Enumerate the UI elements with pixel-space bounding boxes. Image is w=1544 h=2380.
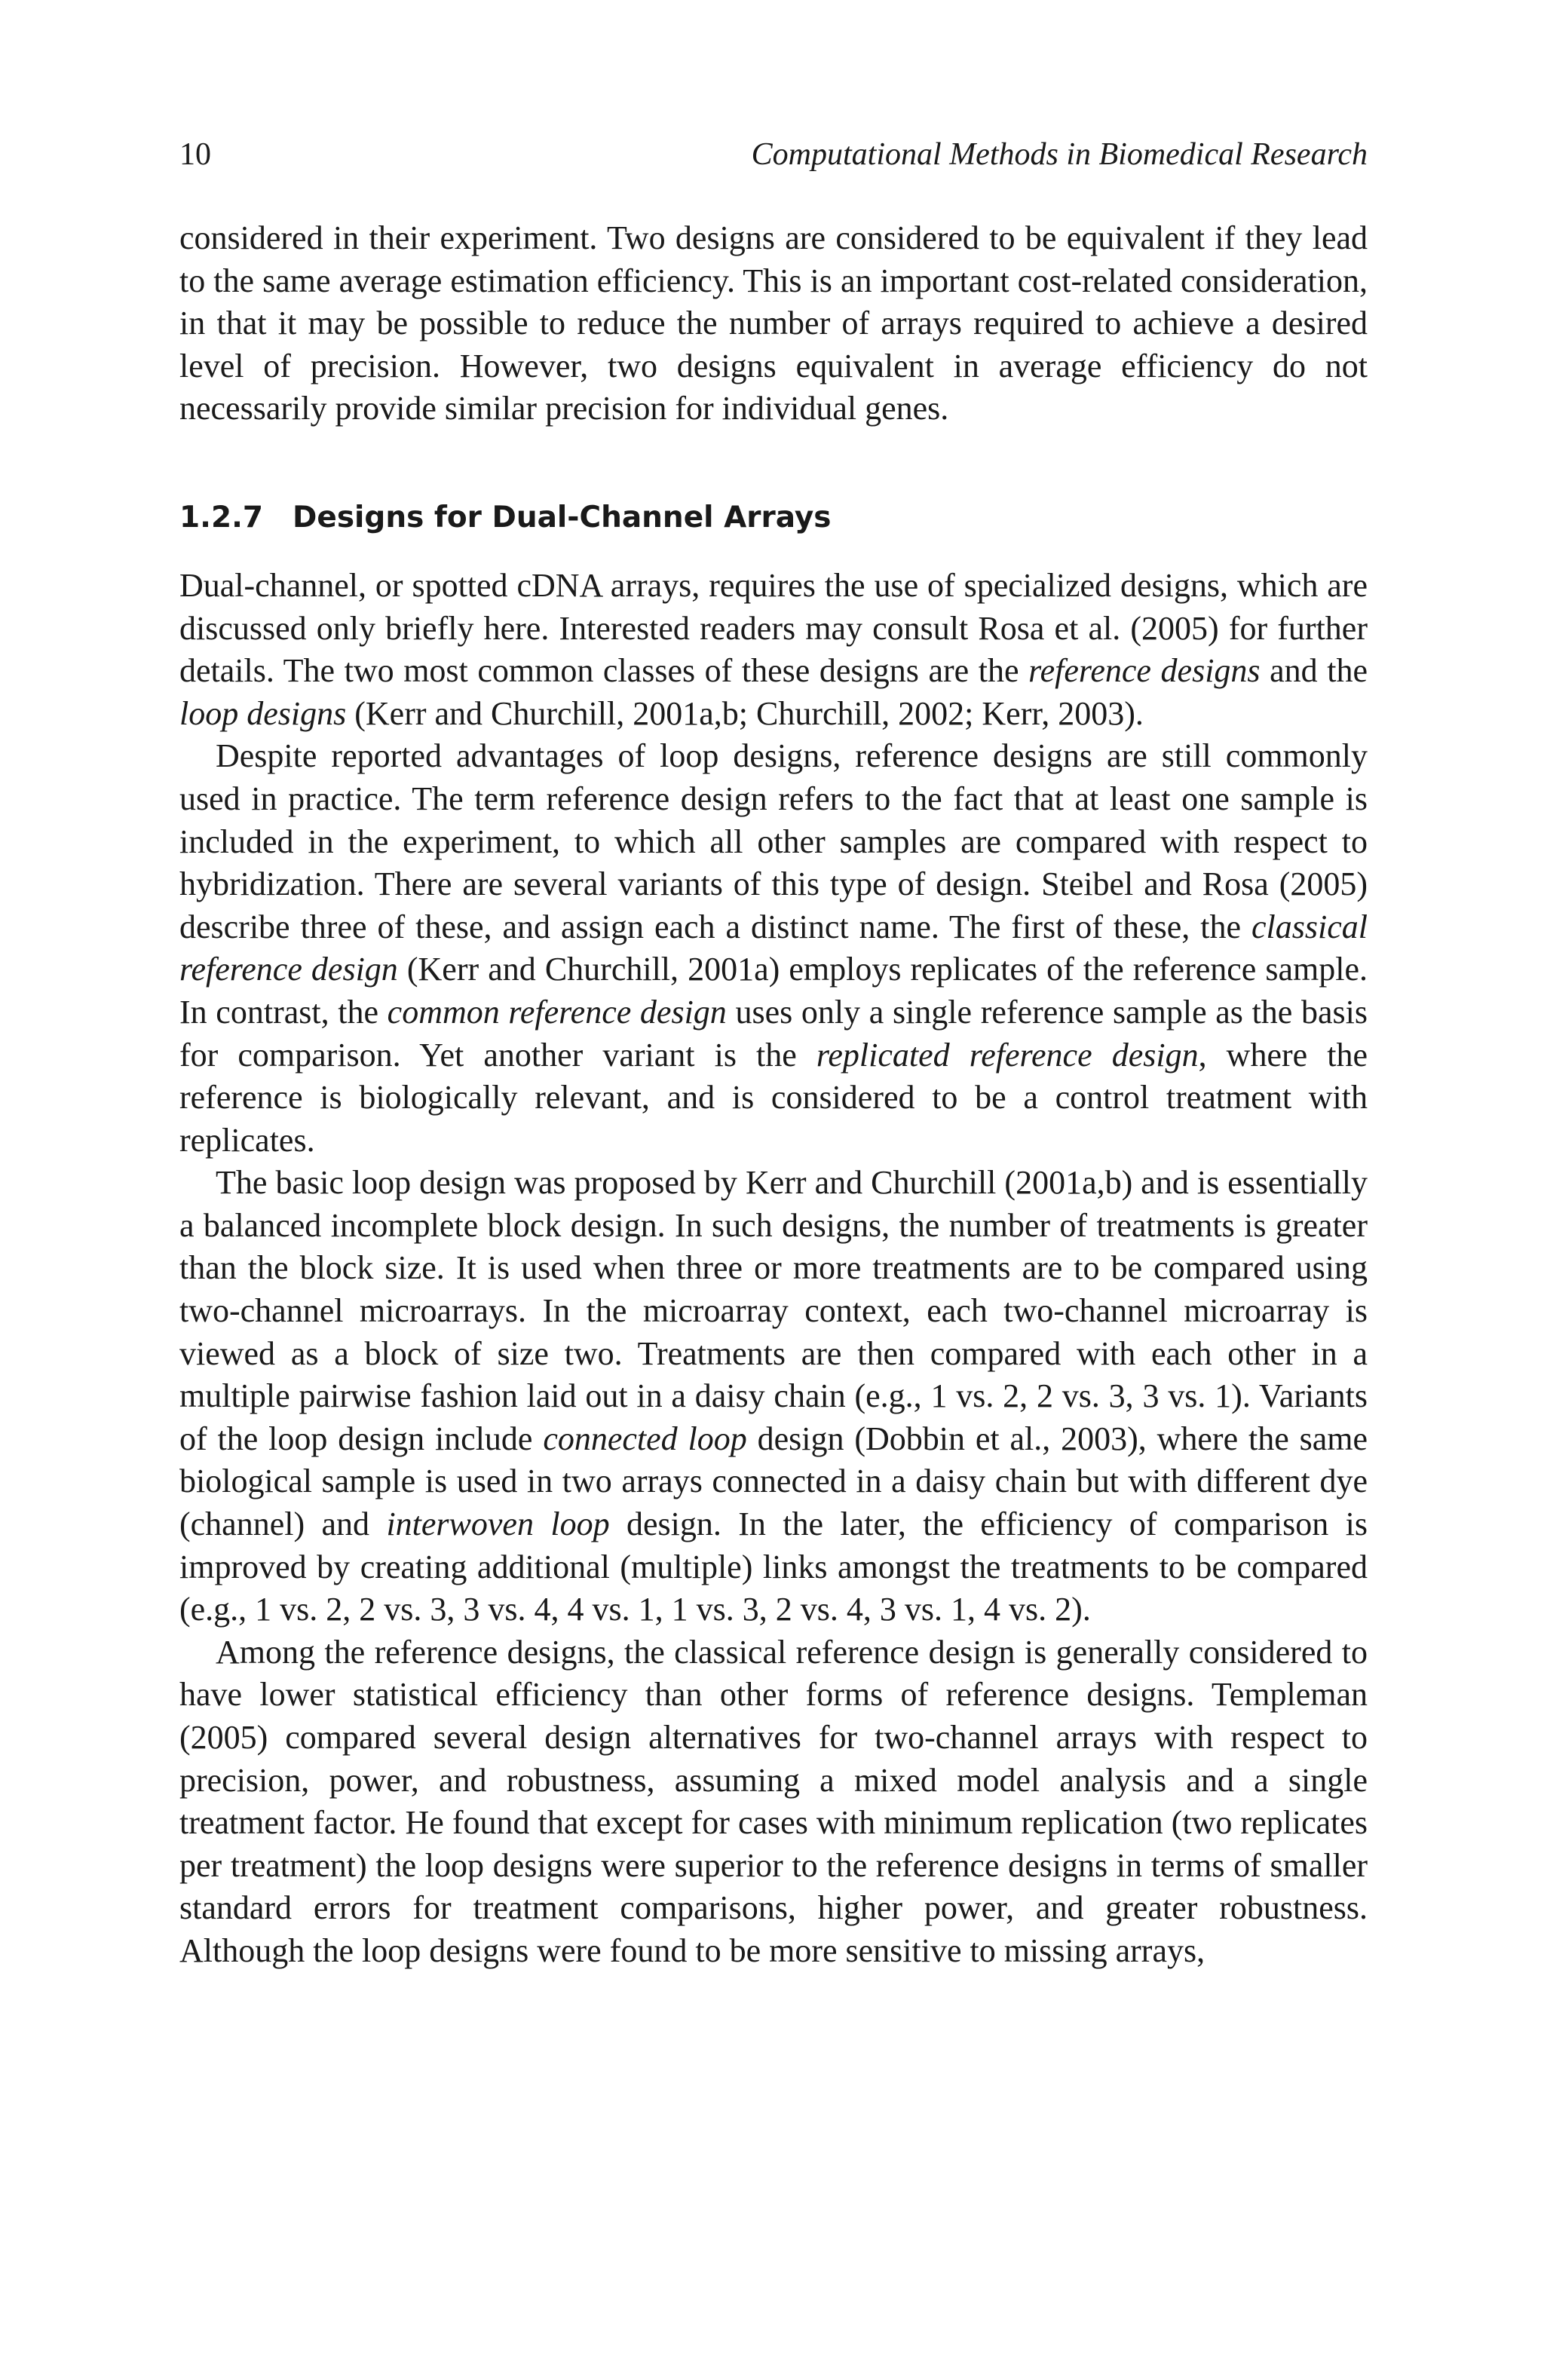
term-interwoven-loop: interwoven loop — [386, 1505, 610, 1543]
section-title: Designs for Dual-Channel Arrays — [293, 500, 832, 535]
page-number: 10 — [179, 137, 211, 172]
intro-paragraph: considered in their experiment. Two designs are considered to be equivalent if they lead to the same average estimation efficiency. This is an important cost-related consideration, in that it may be possible to reduce the number of arrays required to achieve a desired level of precision. However, two designs equivalent in average efficiency do not necessarily provide similar precision for individual genes. — [179, 219, 1368, 427]
section-number: 1.2.7 — [179, 500, 264, 535]
book-page — [179, 128, 1368, 1973]
paragraph-dual-channel: Dual-channel, or spotted cDNA arrays, requires the use of specialized designs, which are discussed only briefly here. Interested readers may consult Rosa et al. (2005) for further details. The two most common classes of these designs are the reference designs and the loop designs (Kerr and Churchill, 2001a,b; Churchill, 2002; Kerr, 2003). — [179, 566, 1368, 732]
paragraph-design-comparison: Among the reference designs, the classical reference design is generally considered to have lower statistical efficiency than other forms of reference designs. Templeman (2005) compared several design alternatives for two-channel arrays with respect to precision, power, and robustness, assuming a mixed model analysis and a single treatment factor. He found that except for cases with minimum replication (two replicates per treatment) the loop designs were superior to the reference designs in terms of smaller standard errors for treatment comparisons, higher power, and greater robustness. Although the loop designs were found to be more sensitive to missing arrays, — [179, 1633, 1368, 1969]
term-classical-reference-design: classical reference design — [179, 908, 1368, 988]
running-head — [179, 128, 1368, 181]
term-loop-designs: loop designs — [179, 694, 347, 732]
section-heading — [179, 497, 1368, 539]
term-replicated-reference-design: replicated reference design — [816, 1036, 1199, 1074]
term-common-reference-design: common reference design — [387, 993, 727, 1031]
running-head-title: Computational Methods in Biomedical Research — [751, 137, 1368, 172]
term-connected-loop: connected loop — [543, 1420, 747, 1457]
paragraph-loop-design: The basic loop design was proposed by Kerr and Churchill (2001a,b) and is essentially a balanced incomplete block design. In such designs, the number of treatments is greater than the block size. It is used when three or more treatments are to be compared using two-channel microarrays. In the microarray context, each two-channel microarray is viewed as a block of size two. Treatments are then compared with each other in a multiple pairwise fashion laid out in a daisy chain (e.g., 1 vs. 2, 2 vs. 3, 3 vs. 1). Variants of the loop design include connected loop design (Dobbin et al., 2003), where the same biological sample is used in two arrays connected in a daisy chain but with different dye (channel) and interwoven loop design. In the later, the efficiency of comparison is improved by creating additional (multiple) links amongst the treatments to be compared (e.g., 1 vs. 2, 2 vs. 3, 3 vs. 4, 4 vs. 1, 1 vs. 3, 2 vs. 4, 3 vs. 1, 4 vs. 2). — [179, 1164, 1368, 1628]
term-reference-designs: reference designs — [1028, 652, 1261, 690]
paragraph-reference-designs: Despite reported advantages of loop designs, reference designs are still commonly used in practice. The term reference design refers to the fact that at least one sample is included in the experiment, to which all other samples are compared with respect to hybridization. There are several variants of this type of design. Steibel and Rosa (2005) describe three of these, and assign each a distinct name. The first of these, the classical reference design (Kerr and Churchill, 2001a) employs replicates of the reference sample. In contrast, the common reference design uses only a single reference sample as the basis for comparison. Yet another variant is the replicated reference design, where the reference is biologically relevant, and is considered to be a control treatment with replicates. — [179, 737, 1368, 1159]
